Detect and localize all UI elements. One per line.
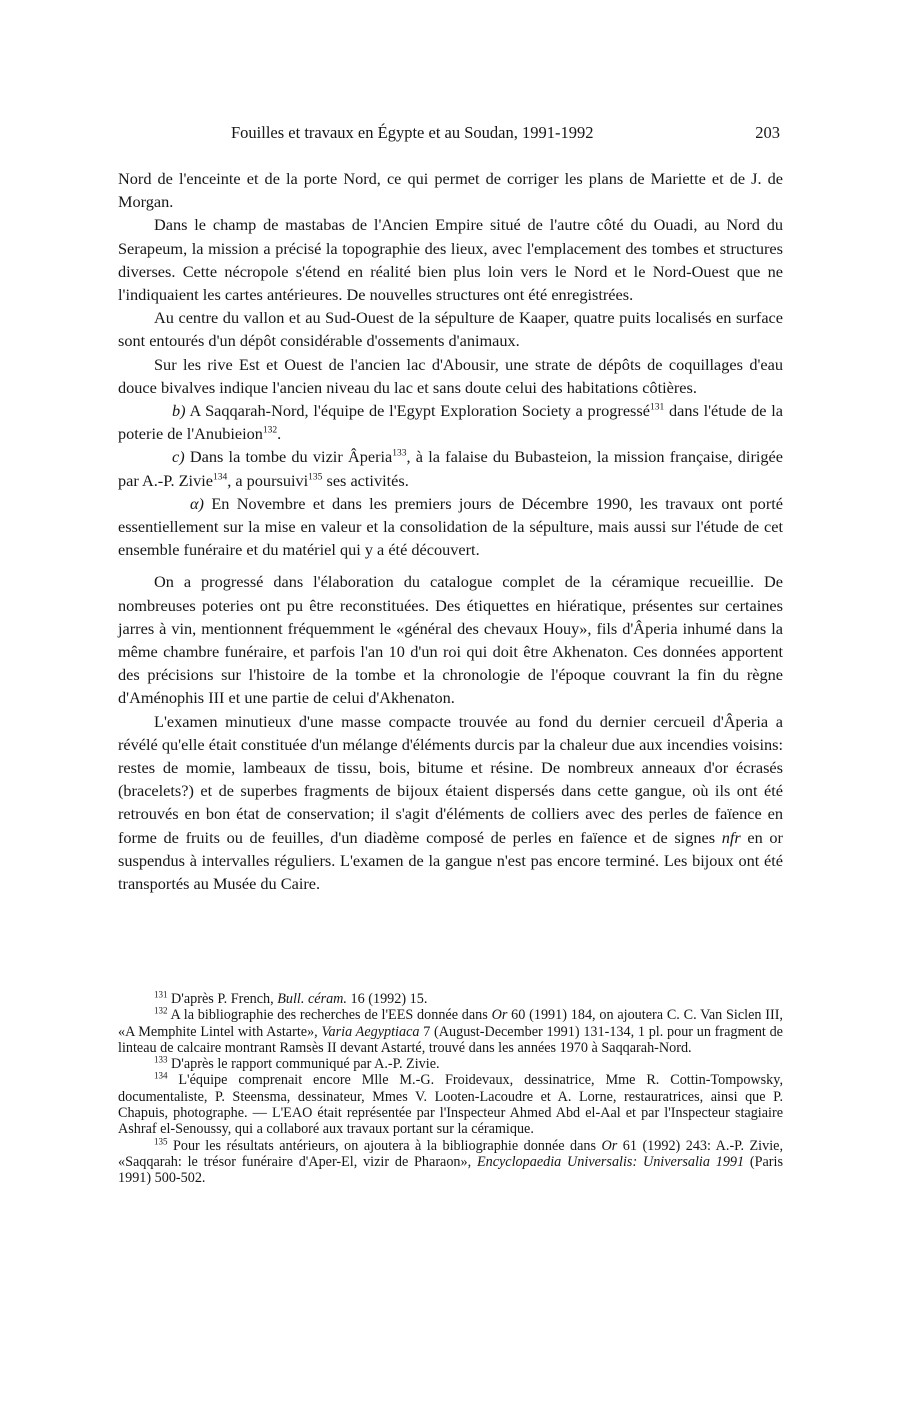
footnote-text: 61 (1992) 243: A.-P. Zivie, «Saqqarah: le trésor funéraire d'Aper-El, vizir de Pharaon»,: [118, 1137, 783, 1170]
footnote-text: 60 (1991) 184, on ajoutera C. C. Van Siclen III, «A Memphite Lintel with Astarte»,: [118, 1007, 783, 1040]
footnote-number: 132: [154, 1005, 168, 1016]
footnote-ref: 134: [212, 472, 228, 483]
footnote-text: Pour les résultats antérieurs, on ajoutera à la bibliographie donnée dans: [167, 1137, 602, 1154]
footnote-ref: 133: [392, 449, 407, 460]
footnote-number: 131: [154, 989, 168, 1000]
paragraph-text: en or suspendus à intervalles réguliers. L'examen de la gangue n'est pas encore terminé. Les bijoux ont été transportés au Musée du Caire.: [118, 827, 783, 894]
paragraph: Au centre du vallon et au Sud-Ouest de la sépulture de Kaaper, quatre puits localisés en surface sont entourés d'un dépôt considérable d'ossements d'animaux.: [118, 308, 783, 351]
paragraph-text: A Saqqarah-Nord, l'équipe de l'Egypt Exploration Society a progressé: [185, 401, 650, 421]
paragraph: [118, 445, 783, 491]
section-label: α): [190, 493, 204, 513]
footnote-131: [118, 991, 783, 1007]
footnote-number: 134: [154, 1070, 168, 1081]
paragraph-text: Dans la tombe du vizir Âperia: [184, 447, 393, 467]
page-number: 203: [755, 123, 780, 142]
paragraph-text: ses activités.: [322, 470, 409, 490]
paragraph-text: En Novembre et dans les premiers jours de Décembre 1990, les travaux ont porté essentiellement sur la mise en valeur et la consolidation de la sépulture, mais aussi sur l'étude de cet ensemble funéraire et du matériel qui y a été découvert.: [118, 493, 783, 560]
footnote-text: (Paris 1991) 500-502.: [118, 1153, 783, 1187]
footnote-text: L'équipe comprenait encore Mlle M.-G. Froidevaux, dessinatrice, Mme R. Cottin-Tompowsky, documentaliste, P. Steensma, dessinateur, Mmes V. Looten-Lacoudre et A. Lorne, restauratrices, ainsi que P. Chapuis, photographe. — L'EAO était représentée par l'Inspecteur Ahmed Abd el-Aal et par l'Inspecteur stagiaire Ashraf el-Senoussy, qui a collaboré aux travaux portant sur la céramique.: [118, 1072, 783, 1138]
paragraph: Nord de l'enceinte et de la porte Nord, ce qui permet de corriger les plans de Mariette et de J. de Morgan.: [118, 169, 783, 212]
footnote-ref: 131: [649, 402, 665, 413]
italic-term: nfr: [721, 827, 741, 847]
footnote-135: [118, 1135, 783, 1187]
paragraph: [118, 492, 783, 562]
paragraph-text: .: [277, 424, 282, 444]
paragraph: Dans le champ de mastabas de l'Ancien Empire situé de l'autre côté du Ouadi, au Nord du Serapeum, la mission a précisé la topographie des lieux, avec l'emplacement des tombes et structures diverses. Cette nécropole s'étend en réalité bien plus loin vers le Nord et le Nord-Ouest que ne l'indiquaient les cartes antérieures. De nouvelles structures ont été enregistrées.: [118, 215, 783, 305]
footnote-ref: 132: [262, 425, 278, 436]
footnote-133: [118, 1056, 783, 1072]
footnote-text: D'après P. French,: [167, 991, 278, 1007]
paragraph-text: dans l'étude de la poterie de l'Anubieion: [118, 401, 783, 444]
footnote-number: 135: [154, 1135, 168, 1146]
main-text: [118, 167, 783, 895]
paragraph: On a progressé dans l'élaboration du catalogue complet de la céramique recueillie. De nombreuses poteries ont pu être reconstituées. Des étiquettes en hiératique, présentes sur certaines jarres à vin, mentionnent fréquemment le «général des chevaux Houy», fils d'Âperia inhumé dans la même chambre funéraire, et parfois l'an 10 d'un roi qui doit être Akhenaton. Ces données apportent des précisions sur l'histoire de la tombe et la chronologie de l'époque couvrant la fin du règne d'Aménophis III et une partie de celui d'Akhenaton.: [118, 572, 783, 708]
paragraph: [118, 710, 783, 896]
section-label: c): [172, 447, 185, 467]
italic-title: Encyclopaedia Universalis: Universalia 1991: [476, 1153, 745, 1170]
running-title: Fouilles et travaux en Égypte et au Soudan, 1991-1992: [231, 123, 594, 142]
section-label: b): [172, 401, 186, 421]
footnote-number: 133: [154, 1054, 168, 1065]
italic-title: Or: [601, 1137, 618, 1154]
paragraph-text: , a poursuivi: [227, 470, 309, 490]
footnote-ref: 135: [308, 472, 323, 483]
italic-title: Varia Aegyptiaca: [321, 1023, 420, 1040]
footnote-text: D'après le rapport communiqué par A.-P. Zivie.: [167, 1056, 440, 1073]
running-header: [118, 123, 783, 149]
footnote-134: [118, 1072, 783, 1137]
italic-title: Or: [491, 1007, 508, 1024]
paragraph-text: , à la falaise du Bubasteion, la mission française, dirigée par A.-P. Zivie: [118, 447, 783, 490]
italic-title: Bull. céram.: [277, 991, 347, 1007]
paragraph: Sur les rive Est et Ouest de l'ancien lac d'Abousir, une strate de dépôts de coquillages d'eau douce bivalves indique l'ancien niveau du lac et sans doute celui des habitations côtières.: [118, 354, 783, 397]
footnotes: [118, 991, 783, 1187]
paragraph: [118, 399, 783, 445]
paragraph-text: L'examen minutieux d'une masse compacte trouvée au fond du dernier cercueil d'Âperia a révélé qu'elle était constituée d'un mélange d'éléments durcis par la chaleur due aux incendies voisins: restes de momie, lambeaux de tissu, bois, bitume et résine. De nombreux anneaux d'or écrasés (bracelets?) et de superbes fragments de bijoux étaient dispersés dans cette gangue, où ils ont été retrouvés en bon état de conservation; il s'agit d'éléments de colliers avec des perles de faïence en forme de fruits ou de feuilles, d'un diadème composé de perles en faïence et de signes: [118, 711, 783, 847]
footnote-text: A la bibliographie des recherches de l'EES donnée dans: [167, 1007, 492, 1024]
footnote-132: [118, 1007, 783, 1056]
footnote-text: 16 (1992) 15.: [346, 991, 428, 1007]
footnote-text: 7 (August-December 1991) 131-134, 1 pl. pour un fragment de linteau de calcaire montrant Ramsès II devant Astarté, trouvé dans les années 1970 à Saqqarah-Nord.: [118, 1023, 783, 1056]
